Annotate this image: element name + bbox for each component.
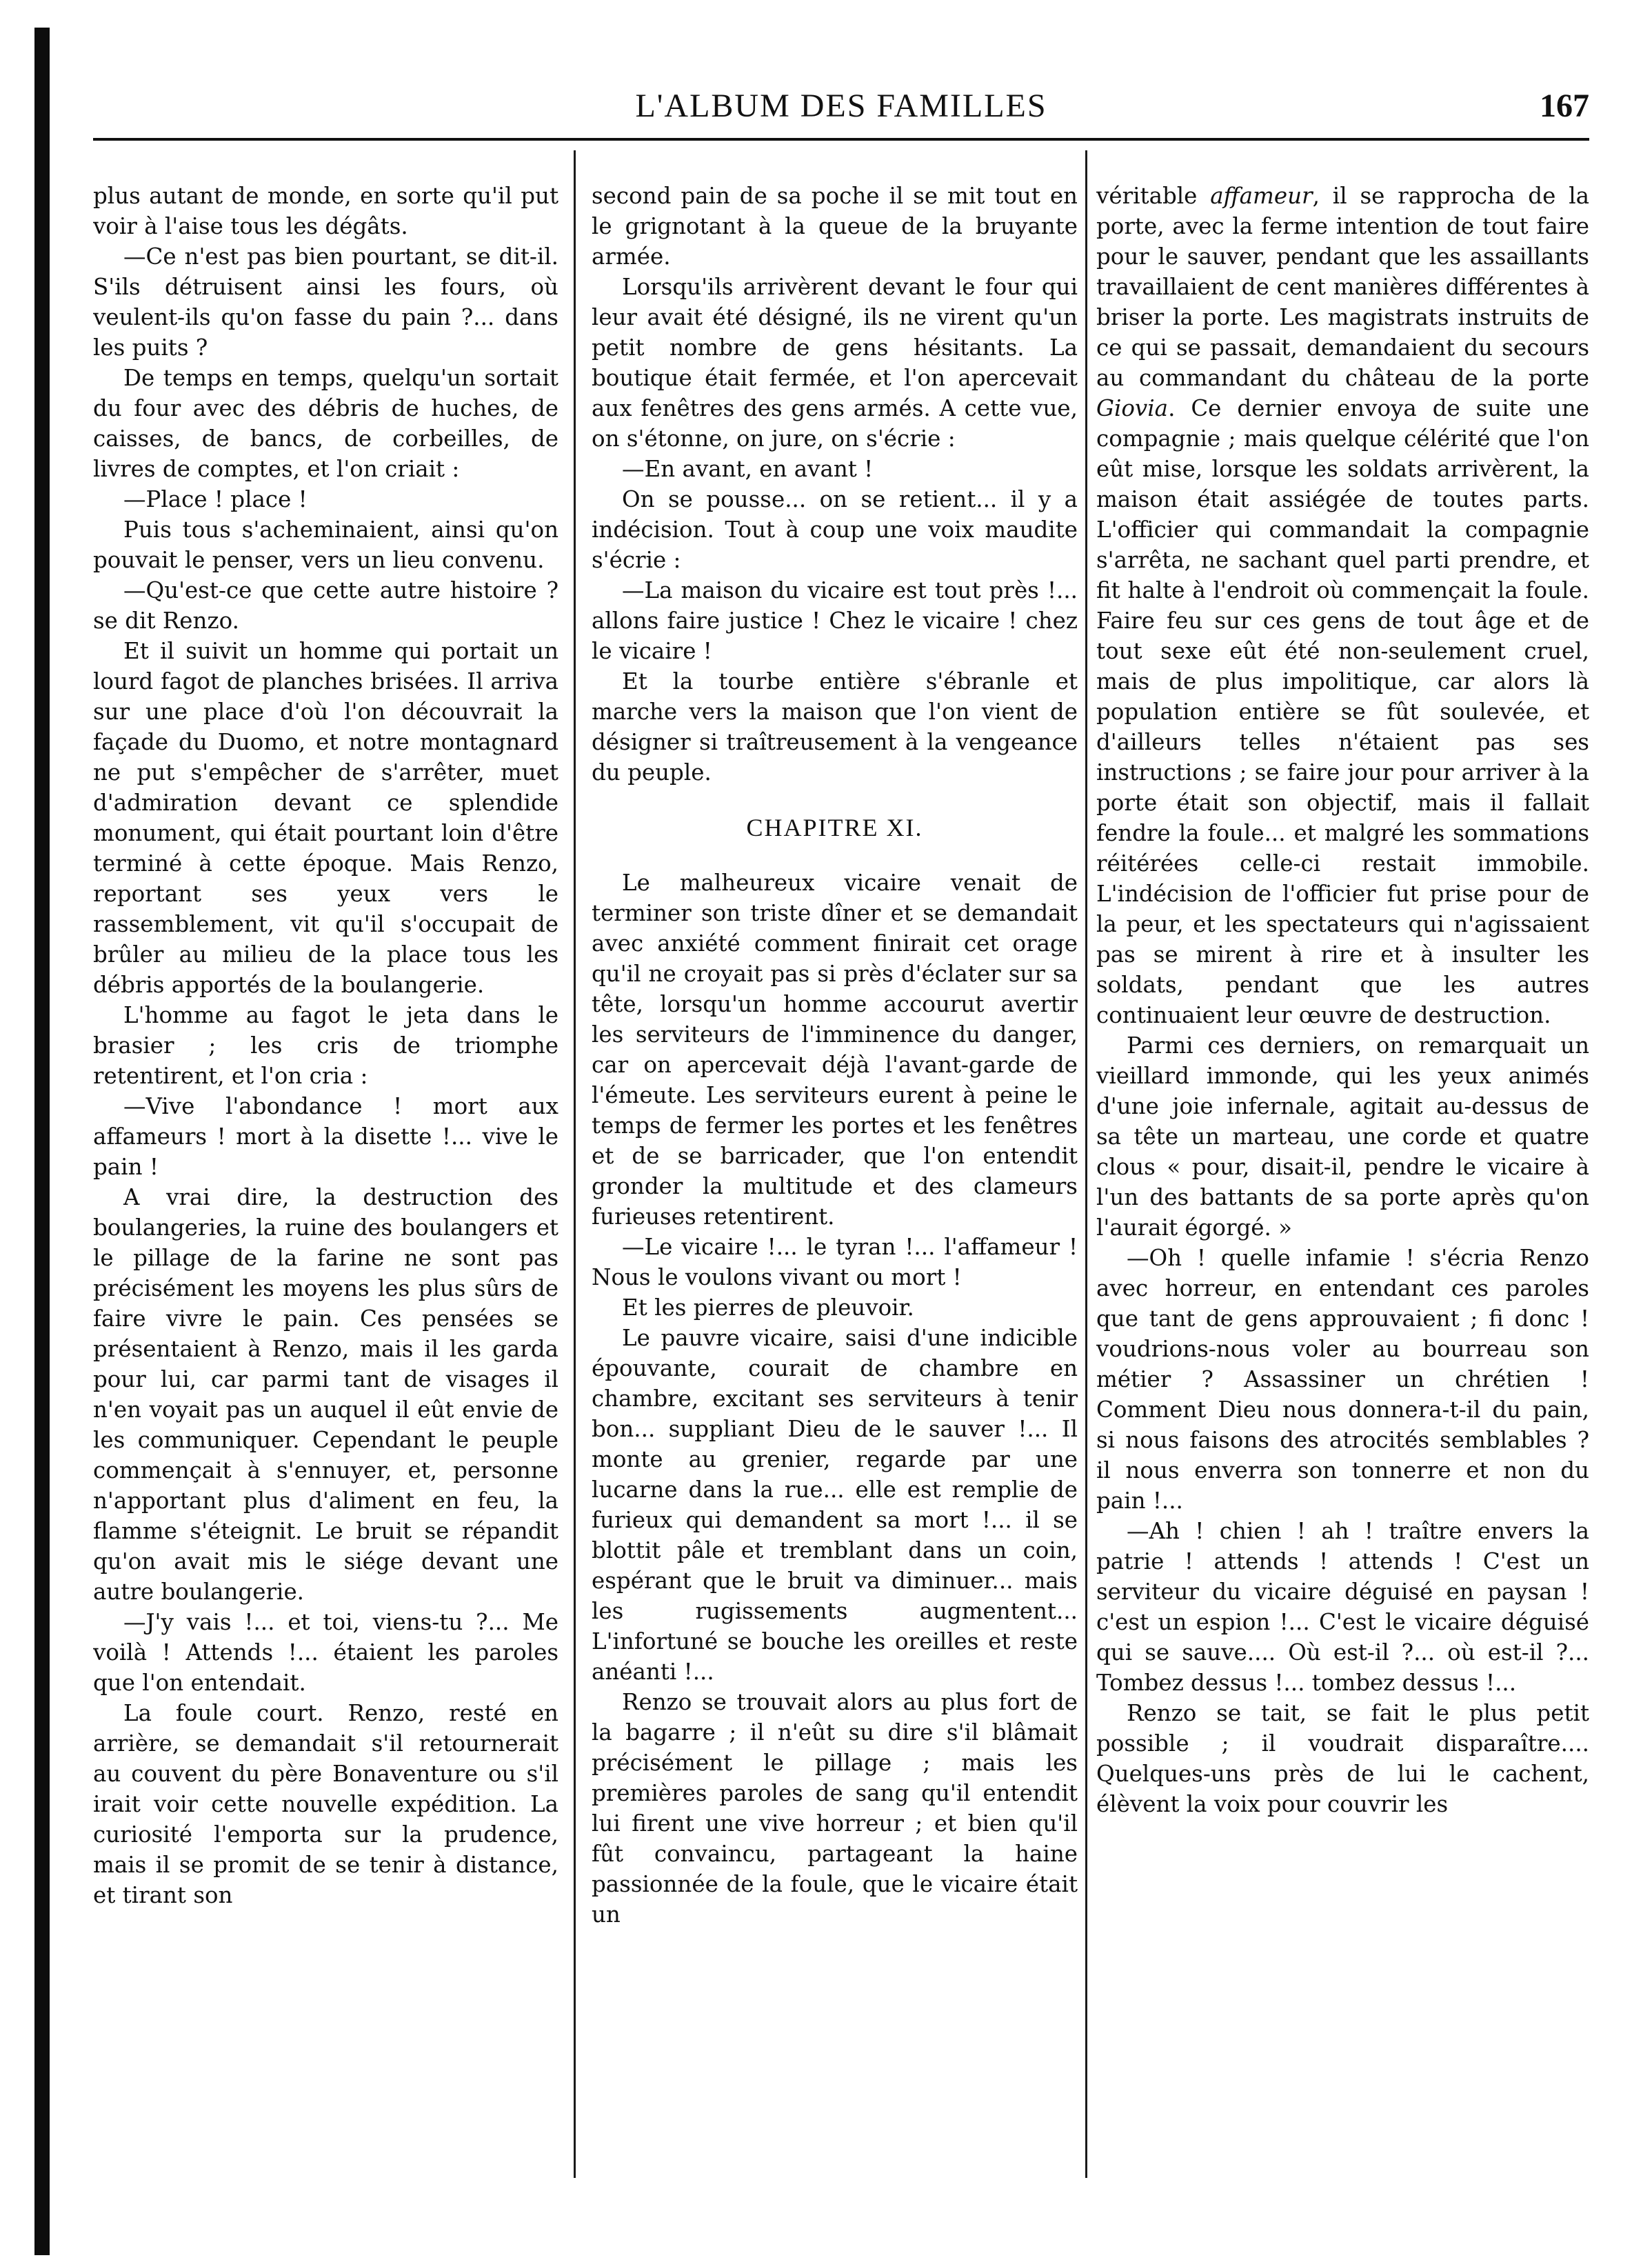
paragraph: A vrai dire, la destruction des boulangeries, la ruine des boulangers et le pillage de la farine ne sont pas précisément les moyens les plus sûrs de faire vivre le pain. Ces pensées se présentaient à Renzo, mais il les garda pour lui, car parmi tant de visages il n'en voyait pas un auquel il eût envie de les communiquer. Cependant le peuple commençait à s'ennuyer, et, personne n'apportant plus d'aliment en feu, la flamme s'éteignit. Le bruit se répandit qu'on avait mis le siége devant une autre boulangerie. <box>93 1184 558 1605</box>
chapter-heading: CHAPITRE XI. <box>746 814 923 841</box>
paragraph: —En avant, en avant ! <box>622 456 874 482</box>
header-rule <box>93 138 1589 141</box>
text-run: . Ce dernier envoya de suite une compagnie ; mais quelque célérité que l'on eût mise, lorsque les soldats arrivèrent, la maison était assiégée de toutes parts. L'officier qui commandait la compagnie s'arrêta, ne sachant quel parti prendre, et fit halte à l'endroit où commençait la foule. Faire feu sur ces gens de tout âge et de tout sexe eût été non-seulement cruel, mais de plus impolitique, car alors là population entière se fût soulevée, et d'ailleurs telles n'étaient pas ses instructions ; se faire jour pour arriver à la porte était son objectif, mais il fallait fendre la foule... et malgré les sommations réitérées celle-ci restait immobile. L'indécision de l'officier fut prise pour de la peur, et les spectateurs qui n'agissaient pas se mirent à rire et à insulter les soldats, pendant que les autres continuaient leur œuvre de destruction. <box>1096 395 1589 1028</box>
paragraph: Et les pierres de pleuvoir. <box>622 1294 914 1321</box>
text-column-1 <box>93 181 558 2194</box>
paragraph: —J'y vais !... et toi, viens-tu ?... Me voilà ! Attends !... étaient les paroles que l'on entendait. <box>93 1609 558 1696</box>
paragraph: Renzo se tait, se fait le plus petit possible ; il voudrait disparaître.... Quelques-uns près de lui le cachent, élèvent la voix pour couvrir les <box>1096 1700 1589 1817</box>
paragraph: Et la tourbe entière s'ébranle et marche vers la maison que l'on vient de désigner si traîtreusement à la vengeance du peuple. <box>592 668 1078 786</box>
paragraph: Renzo se trouvait alors au plus fort de la bagarre ; il n'eût su dire s'il blâmait précisément le pillage ; mais les premières paroles de sang qu'il entendit lui firent une vive horreur ; et bien qu'il fût convaincu, partageant la haine passionnée de la foule, que le vicaire était un <box>592 1689 1078 1928</box>
paragraph: —Place ! place ! <box>123 486 308 512</box>
paragraph: Et il suivit un homme qui portait un lourd fagot de planches brisées. Il arriva sur une place d'où l'on découvrait la façade du Duomo, et notre montagnard ne put s'empêcher de s'arrêter, muet d'admiration devant ce splendide monument, qui était pourtant loin d'être terminé à cette époque. Mais Renzo, reportant ses yeux vers le rassemblement, vit qu'il s'occupait de brûler au milieu de la place tous les débris apportés de la boulangerie. <box>93 638 558 998</box>
text-run: véritable <box>1096 183 1211 209</box>
text-column-2 <box>592 181 1078 2194</box>
paragraph: —Ce n'est pas bien pourtant, se dit-il. S'ils détruisent ainsi les fours, où veulent-ils qu'on fasse du pain ?... dans les puits ? <box>93 243 558 361</box>
paragraph: La foule court. Renzo, resté en arrière, se demandait s'il retournerait au couvent du père Bonaventure ou s'il irait voir cette nouvelle expédition. La curiosité l'emporta sur la prudence, mais il se promit de se tenir à distance, et tirant son <box>93 1700 558 1908</box>
italic-term: affameur <box>1210 183 1313 209</box>
paragraph: —Qu'est-ce que cette autre histoire ? se dit Renzo. <box>93 577 558 634</box>
paragraph: —Le vicaire !... le tyran !... l'affameur ! Nous le voulons vivant ou mort ! <box>592 1234 1078 1290</box>
paragraph: —La maison du vicaire est tout près !... allons faire justice ! Chez le vicaire ! chez le vicaire ! <box>592 577 1078 664</box>
paragraph: L'homme au fagot le jeta dans le brasier ; les cris de triomphe retentirent, et l'on cria : <box>93 1002 558 1089</box>
running-title: L'ALBUM DES FAMILLES <box>635 88 1047 124</box>
paragraph: Parmi ces derniers, on remarquait un vieillard immonde, qui les yeux animés d'une joie infernale, agitait au-dessus de sa tête un marteau, une corde et quatre clous « pour, disait-il, pendre le vicaire à l'un des battants de sa porte après qu'on l'aurait égorgé. » <box>1096 1032 1589 1241</box>
paragraph: Lorsqu'ils arrivèrent devant le four qui leur avait été désigné, ils ne virent qu'un petit nombre de gens hésitants. La boutique était fermée, et l'on apercevait aux fenêtres des gens armés. A cette vue, on s'étonne, on jure, on s'écrie : <box>592 274 1078 452</box>
paragraph: On se pousse... on se retient... il y a indécision. Tout à coup une voix maudite s'écrie : <box>592 486 1078 573</box>
paragraph: plus autant de monde, en sorte qu'il put voir à l'aise tous les dégâts. <box>93 183 558 239</box>
paragraph: Le pauvre vicaire, saisi d'une indicible épouvante, courait de chambre en chambre, excitant ses serviteurs à tenir bon... suppliant Dieu de le sauver !... Il monte au grenier, regarde par une lucarne dans la rue... elle est remplie de furieux qui demandent sa mort !... il se blottit pâle et tremblant dans un coin, espérant que le bruit va diminuer... mais les rugissements augmentent... L'infortuné se bouche les oreilles et reste anéanti !... <box>592 1325 1078 1685</box>
paragraph <box>1096 181 1589 1030</box>
running-header <box>93 81 1589 137</box>
paragraph: —Oh ! quelle infamie ! s'écria Renzo avec horreur, en entendant ces paroles que tant de gens approuvaient ; fi donc ! voudrions-nous voler au bourreau son métier ? Assassiner un chrétien ! Comment Dieu nous donnera-t-il du pain, si nous faisons des atrocités semblables ? il nous enverra son tonnerre et non du pain !... <box>1096 1245 1589 1514</box>
italic-place-name: Giovia <box>1096 395 1169 421</box>
text-column-3 <box>1096 181 1589 2194</box>
page-number: 167 <box>1540 88 1589 124</box>
paragraph: De temps en temps, quelqu'un sortait du four avec des débris de huches, de caisses, de bancs, de corbeilles, de livres de comptes, et l'on criait : <box>93 365 558 482</box>
column-divider-1 <box>574 150 576 2178</box>
paragraph: —Vive l'abondance ! mort aux affameurs ! mort à la disette !... vive le pain ! <box>93 1093 558 1180</box>
binding-edge <box>34 28 50 2255</box>
column-divider-2 <box>1085 150 1087 2178</box>
paragraph: —Ah ! chien ! ah ! traître envers la patrie ! attends ! attends ! C'est un serviteur du vicaire déguisé en paysan ! c'est un espion !... C'est le vicaire déguisé qui se sauve.... Où est-il ?... où est-il ?... Tombez dessus !... tombez dessus !... <box>1096 1518 1589 1696</box>
paragraph: second pain de sa poche il se mit tout en le grignotant à la queue de la bruyante armée. <box>592 183 1078 270</box>
paragraph: Puis tous s'acheminaient, ainsi qu'on pouvait le penser, vers un lieu convenu. <box>93 517 558 573</box>
text-run: , il se rapprocha de la porte, avec la ferme intention de tout faire pour le sauver, pendant que les assaillants travaillaient de cent manières différentes à briser la porte. Les magistrats instruits de ce qui se passait, demandaient du secours au commandant du château de la porte <box>1096 183 1589 391</box>
paragraph: Le malheureux vicaire venait de terminer son triste dîner et se demandait avec anxiété comment finirait cet orage qu'il ne croyait pas si près d'éclater sur sa tête, lorsqu'un homme accourut avertir les serviteurs de l'imminence du danger, car on apercevait déjà l'avant-garde de l'émeute. Les serviteurs eurent à peine le temps de fermer les portes et les fenêtres et de se barricader, que l'on entendit gronder la multitude et des clameurs furieuses retentirent. <box>592 870 1078 1230</box>
